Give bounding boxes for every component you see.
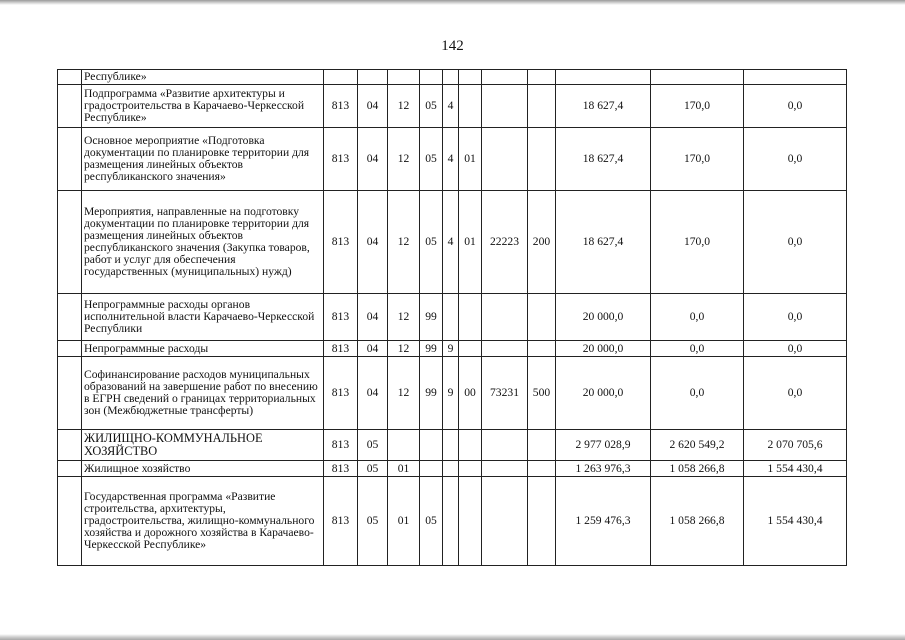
cell-rz: 04 [358, 357, 388, 430]
cell-year1: 20 000,0 [556, 357, 651, 430]
cell-cs4 [482, 341, 528, 357]
cell-cs1: 05 [420, 477, 443, 566]
cell-year3: 1 554 430,4 [744, 477, 847, 566]
cell-cs2 [443, 70, 459, 85]
cell-vr [528, 294, 556, 341]
cell-cs4 [482, 70, 528, 85]
cell-vr: 500 [528, 357, 556, 430]
cell-cs4: 73231 [482, 357, 528, 430]
cell-pr: 12 [388, 85, 420, 128]
cell-cs1 [420, 430, 443, 461]
cell-year2: 170,0 [651, 128, 744, 191]
row-number-cell [58, 430, 82, 461]
cell-year1: 18 627,4 [556, 191, 651, 294]
cell-rz: 05 [358, 461, 388, 477]
cell-vr [528, 341, 556, 357]
cell-rz: 04 [358, 191, 388, 294]
cell-ved [324, 70, 358, 85]
cell-cs4 [482, 85, 528, 128]
cell-year3: 0,0 [744, 357, 847, 430]
table-row [58, 85, 847, 128]
budget-table [57, 69, 847, 566]
cell-rz: 05 [358, 430, 388, 461]
cell-year3: 1 554 430,4 [744, 461, 847, 477]
cell-vr: 200 [528, 191, 556, 294]
cell-cs2: 4 [443, 128, 459, 191]
row-number-cell [58, 85, 82, 128]
row-number-cell [58, 357, 82, 430]
table-row [58, 191, 847, 294]
cell-cs1: 99 [420, 357, 443, 430]
cell-rz: 04 [358, 85, 388, 128]
cell-year2: 2 620 549,2 [651, 430, 744, 461]
row-name: Жилищное хозяйство [82, 461, 324, 477]
cell-pr: 12 [388, 357, 420, 430]
cell-ved: 813 [324, 128, 358, 191]
row-name: Государственная программа «Развитие строительства, архитектуры, градостроительства, жилищно-коммунального хозяйства и дорожного хозяйства в Карачаево-Черкесской Республике» [82, 477, 324, 566]
cell-cs4 [482, 430, 528, 461]
cell-ved: 813 [324, 430, 358, 461]
cell-ved: 813 [324, 294, 358, 341]
cell-year1: 20 000,0 [556, 294, 651, 341]
cell-year1: 1 259 476,3 [556, 477, 651, 566]
cell-ved: 813 [324, 85, 358, 128]
table-row [58, 461, 847, 477]
cell-cs1: 05 [420, 191, 443, 294]
cell-cs2 [443, 461, 459, 477]
cell-vr [528, 70, 556, 85]
cell-year2: 0,0 [651, 341, 744, 357]
cell-cs3 [459, 70, 482, 85]
cell-cs3: 00 [459, 357, 482, 430]
cell-year1: 1 263 976,3 [556, 461, 651, 477]
cell-year2: 170,0 [651, 191, 744, 294]
cell-year3: 0,0 [744, 191, 847, 294]
cell-year2: 1 058 266,8 [651, 461, 744, 477]
scan-edge-top [0, 0, 905, 5]
row-name: ЖИЛИЩНО-КОММУНАЛЬНОЕ ХОЗЯЙСТВО [82, 430, 324, 461]
cell-rz: 04 [358, 294, 388, 341]
row-name: Непрограммные расходы [82, 341, 324, 357]
page-number: 142 [441, 38, 464, 54]
cell-year1: 18 627,4 [556, 128, 651, 191]
cell-rz [358, 70, 388, 85]
cell-rz: 05 [358, 477, 388, 566]
cell-cs3: 01 [459, 128, 482, 191]
cell-pr: 01 [388, 477, 420, 566]
cell-cs3 [459, 461, 482, 477]
table-row [58, 128, 847, 191]
cell-year3: 2 070 705,6 [744, 430, 847, 461]
cell-cs4 [482, 477, 528, 566]
cell-cs2 [443, 477, 459, 566]
row-number-cell [58, 294, 82, 341]
cell-ved: 813 [324, 191, 358, 294]
row-number-cell [58, 461, 82, 477]
cell-cs2 [443, 430, 459, 461]
cell-year3: 0,0 [744, 341, 847, 357]
cell-cs3: 01 [459, 191, 482, 294]
cell-year2: 1 058 266,8 [651, 477, 744, 566]
table-row [58, 341, 847, 357]
cell-pr: 12 [388, 191, 420, 294]
cell-cs4 [482, 128, 528, 191]
cell-cs3 [459, 430, 482, 461]
cell-cs1 [420, 70, 443, 85]
cell-cs1 [420, 461, 443, 477]
cell-cs3 [459, 341, 482, 357]
cell-year1: 2 977 028,9 [556, 430, 651, 461]
cell-cs2 [443, 294, 459, 341]
cell-year3: 0,0 [744, 85, 847, 128]
cell-vr [528, 461, 556, 477]
table-row [58, 477, 847, 566]
cell-year2: 0,0 [651, 357, 744, 430]
row-name: Мероприятия, направленные на подготовку документации по планировке территории для размещения линейных объектов республиканского значения (Закупка товаров, работ и услуг для обеспечения государственных (муниципальных) нужд) [82, 191, 324, 294]
cell-ved: 813 [324, 341, 358, 357]
cell-pr: 12 [388, 294, 420, 341]
row-number-cell [58, 128, 82, 191]
cell-cs1: 99 [420, 341, 443, 357]
cell-cs3 [459, 294, 482, 341]
cell-cs3 [459, 477, 482, 566]
cell-year2 [651, 70, 744, 85]
table-row [58, 294, 847, 341]
cell-year3: 0,0 [744, 294, 847, 341]
cell-cs2: 4 [443, 85, 459, 128]
cell-year1: 18 627,4 [556, 85, 651, 128]
cell-cs2: 4 [443, 191, 459, 294]
row-name: Софинансирование расходов муниципальных образований на завершение работ по внесению в ЕГРН сведений о границах территориальных зон (Межбюджетные трансферты) [82, 357, 324, 430]
cell-year3 [744, 70, 847, 85]
cell-cs4 [482, 461, 528, 477]
cell-pr: 12 [388, 341, 420, 357]
cell-pr: 12 [388, 128, 420, 191]
cell-cs1: 05 [420, 128, 443, 191]
table-row [58, 70, 847, 85]
cell-cs4: 22223 [482, 191, 528, 294]
cell-ved: 813 [324, 477, 358, 566]
row-number-cell [58, 341, 82, 357]
row-number-cell [58, 191, 82, 294]
table-row [58, 357, 847, 430]
row-number-cell [58, 477, 82, 566]
cell-vr [528, 128, 556, 191]
cell-cs2: 9 [443, 341, 459, 357]
cell-ved: 813 [324, 461, 358, 477]
cell-vr [528, 85, 556, 128]
cell-pr: 01 [388, 461, 420, 477]
cell-vr [528, 477, 556, 566]
cell-cs2: 9 [443, 357, 459, 430]
cell-year3: 0,0 [744, 128, 847, 191]
cell-year1: 20 000,0 [556, 341, 651, 357]
row-name: Республике» [82, 70, 324, 85]
cell-cs1: 99 [420, 294, 443, 341]
cell-rz: 04 [358, 128, 388, 191]
cell-ved: 813 [324, 357, 358, 430]
cell-cs4 [482, 294, 528, 341]
cell-rz: 04 [358, 341, 388, 357]
cell-vr [528, 430, 556, 461]
row-name: Непрограммные расходы органов исполнительной власти Карачаево-Черкесской Республики [82, 294, 324, 341]
cell-cs3 [459, 85, 482, 128]
cell-year2: 0,0 [651, 294, 744, 341]
row-number-cell [58, 70, 82, 85]
scan-edge-bottom [0, 634, 905, 640]
table-row [58, 430, 847, 461]
cell-pr [388, 70, 420, 85]
cell-pr [388, 430, 420, 461]
cell-year1 [556, 70, 651, 85]
row-name: Основное мероприятие «Подготовка документации по планировке территории для размещения линейных объектов республиканского значения» [82, 128, 324, 191]
cell-cs1: 05 [420, 85, 443, 128]
row-name: Подпрограмма «Развитие архитектуры и градостроительства в Карачаево-Черкесской Республике» [82, 85, 324, 128]
cell-year2: 170,0 [651, 85, 744, 128]
